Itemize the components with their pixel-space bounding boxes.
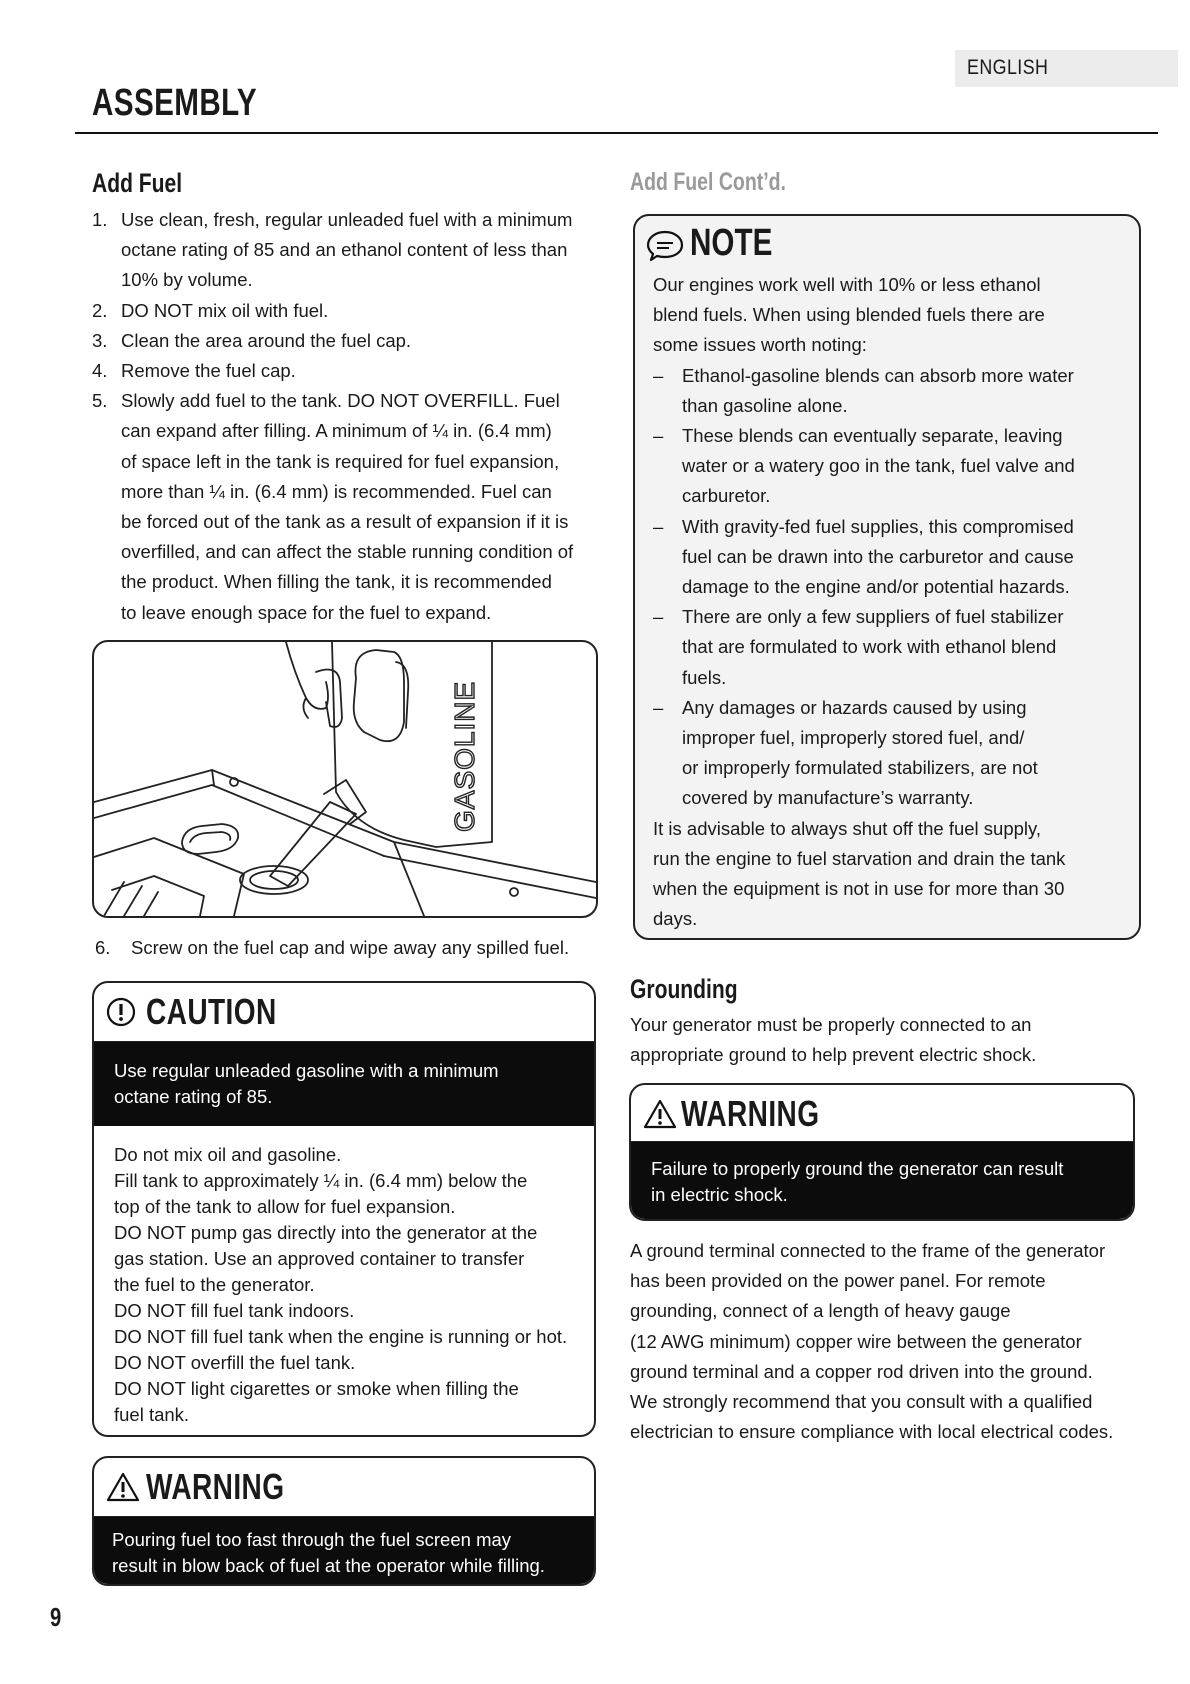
step-6	[95, 937, 569, 959]
step-number: 6.	[95, 937, 111, 958]
list-item	[90, 356, 600, 386]
step-line: octane rating of 85 and an ethanol content of less than	[121, 239, 568, 261]
note-line: improper fuel, improperly stored fuel, and/	[682, 727, 1025, 749]
step-number: 5.	[92, 390, 108, 412]
caution-highlight	[94, 1042, 594, 1126]
grounding-heading: Grounding	[630, 974, 738, 1004]
warning-triangle-icon	[106, 1472, 140, 1502]
list-item	[90, 386, 600, 628]
fuel-warning-line: Pouring fuel too fast through the fuel screen may	[112, 1529, 512, 1550]
exclamation-circle-icon	[106, 997, 136, 1027]
fuel-steps-list	[90, 205, 600, 628]
language-tab	[955, 50, 1178, 87]
note-line: With gravity-fed fuel supplies, this compromised	[682, 515, 1074, 537]
step-line: 10% by volume.	[121, 269, 253, 291]
step-line: be forced out of the tank as a result of expansion if it is	[121, 511, 569, 533]
grounding-body-line: (12 AWG minimum) copper wire between the generator	[630, 1330, 1082, 1352]
note-line: or improperly formulated stabilizers, are not	[682, 757, 1038, 779]
note-text	[653, 270, 1123, 934]
note-line: Ethanol-gasoline blends can absorb more water	[682, 364, 1074, 386]
note-line: These blends can eventually separate, leaving	[682, 425, 1063, 447]
gasoline-can-label: GASOLINE	[449, 680, 480, 832]
note-line: damage to the engine and/or potential hazards.	[682, 576, 1070, 598]
note-title: NOTE	[690, 222, 773, 264]
bullet-dash: –	[653, 606, 664, 628]
list-item	[653, 421, 1123, 512]
language-label: ENGLISH	[967, 56, 1049, 79]
warning-triangle-icon	[643, 1099, 677, 1129]
caution-box	[92, 981, 596, 1437]
step-number: 2.	[92, 299, 108, 321]
step-line: to leave enough space for the fuel to expand.	[121, 601, 492, 623]
grounding-warning-box	[629, 1083, 1135, 1221]
step-line: Clean the area around the fuel cap.	[121, 329, 412, 351]
step-6-text: Screw on the fuel cap and wipe away any spilled fuel.	[131, 937, 570, 958]
step-line: more than ¼ in. (6.4 mm) is recommended. Fuel can	[121, 480, 552, 502]
fuel-warning-header	[94, 1458, 594, 1517]
grounding-intro	[630, 1010, 1036, 1070]
grounding-warning-line: Failure to properly ground the generator can result	[651, 1158, 1064, 1179]
bullet-dash: –	[653, 696, 664, 718]
grounding-warning-title: WARNING	[681, 1093, 820, 1134]
step-number: 1.	[92, 209, 108, 230]
note-line: when the equipment is not in use for more than 30	[653, 878, 1065, 900]
grounding-intro-line: appropriate ground to help prevent electric shock.	[630, 1044, 1037, 1066]
note-line: days.	[653, 908, 698, 930]
note-line: It is advisable to always shut off the fuel supply,	[653, 817, 1042, 839]
caution-line: DO NOT pump gas directly into the generator at the	[114, 1222, 538, 1243]
note-line: carburetor.	[682, 485, 771, 507]
caution-line: gas station. Use an approved container to transfer	[114, 1248, 525, 1269]
fuel-warning-box	[92, 1456, 596, 1586]
caution-line: Do not mix oil and gasoline.	[114, 1144, 342, 1165]
step-number: 4.	[92, 360, 108, 382]
grounding-intro-line: Your generator must be properly connected to an	[630, 1014, 1032, 1035]
caution-line: top of the tank to allow for fuel expansion.	[114, 1196, 456, 1217]
note-box	[633, 214, 1141, 940]
note-line: Any damages or hazards caused by using	[682, 696, 1027, 718]
caution-line: DO NOT overfill the fuel tank.	[114, 1352, 356, 1373]
grounding-warning-text	[631, 1142, 1133, 1221]
speech-bubble-icon	[645, 228, 685, 264]
caution-line: DO NOT fill fuel tank indoors.	[114, 1300, 355, 1321]
fuel-pour-drawing	[94, 642, 596, 916]
header-rule	[75, 132, 1158, 134]
grounding-body-line: A ground terminal connected to the frame of the generator	[630, 1240, 1106, 1261]
caution-line: DO NOT fill fuel tank when the engine is running or hot.	[114, 1326, 568, 1347]
step-line: Use clean, fresh, regular unleaded fuel with a minimum	[121, 209, 573, 230]
list-item	[653, 602, 1123, 693]
fuel-warning-line: result in blow back of fuel at the operator while filling.	[112, 1555, 545, 1576]
note-line: than gasoline alone.	[682, 394, 848, 416]
fuel-filling-illustration	[92, 640, 598, 918]
grounding-warning-header	[631, 1085, 1133, 1142]
note-line: fuel can be drawn into the carburetor and cause	[682, 545, 1074, 567]
grounding-body	[630, 1236, 1113, 1447]
note-line: There are only a few suppliers of fuel stabilizer	[682, 606, 1064, 628]
bullet-dash: –	[653, 364, 664, 386]
fuel-warning-title: WARNING	[146, 1466, 285, 1507]
list-item	[90, 205, 600, 296]
note-line: that are formulated to work with ethanol blend	[682, 636, 1057, 658]
caution-line: fuel tank.	[114, 1404, 190, 1425]
list-item	[90, 296, 600, 326]
note-line: fuels.	[682, 666, 727, 688]
bullet-dash: –	[653, 515, 664, 537]
grounding-body-line: ground terminal and a copper rod driven into the ground.	[630, 1360, 1093, 1382]
list-item	[90, 326, 600, 356]
step-line: can expand after filling. A minimum of ¼ in. (6.4 mm)	[121, 420, 552, 442]
step-line: Remove the fuel cap.	[121, 360, 296, 382]
caution-line: the fuel to the generator.	[114, 1274, 315, 1295]
caution-highlight-line: octane rating of 85.	[114, 1086, 273, 1107]
add-fuel-heading: Add Fuel	[92, 168, 183, 198]
fuel-warning-text	[94, 1517, 594, 1586]
list-item	[653, 693, 1123, 814]
grounding-body-line: grounding, connect of a length of heavy gauge	[630, 1300, 1011, 1322]
grounding-body-line: electrician to ensure compliance with local electrical codes.	[630, 1421, 1114, 1443]
grounding-warning-line: in electric shock.	[651, 1184, 788, 1205]
grounding-body-line: We strongly recommend that you consult with a qualified	[630, 1391, 1093, 1413]
note-line: blend fuels. When using blended fuels there are	[653, 304, 1045, 326]
step-number: 3.	[92, 329, 108, 351]
list-item	[653, 512, 1123, 603]
page-number: 9	[50, 1602, 62, 1632]
step-line: Slowly add fuel to the tank. DO NOT OVERFILL. Fuel	[121, 390, 560, 412]
step-line: overfilled, and can affect the stable running condition of	[121, 541, 574, 563]
caution-line: DO NOT light cigarettes or smoke when filling the	[114, 1378, 519, 1399]
caution-header	[94, 983, 594, 1042]
list-item	[653, 361, 1123, 421]
page-title: ASSEMBLY	[92, 82, 258, 124]
caution-body	[94, 1126, 594, 1437]
add-fuel-contd-heading: Add Fuel Cont’d.	[630, 168, 786, 196]
bullet-dash: –	[653, 425, 664, 447]
note-line: run the engine to fuel starvation and drain the tank	[653, 847, 1066, 869]
caution-line: Fill tank to approximately ¼ in. (6.4 mm) below the	[114, 1170, 528, 1191]
note-line: some issues worth noting:	[653, 334, 867, 356]
step-line: DO NOT mix oil with fuel.	[121, 299, 329, 321]
note-line: Our engines work well with 10% or less ethanol	[653, 274, 1041, 295]
note-line: water or a watery goo in the tank, fuel valve and	[682, 455, 1075, 477]
step-line: the product. When filling the tank, it is recommended	[121, 571, 552, 593]
step-line: of space left in the tank is required for fuel expansion,	[121, 450, 560, 472]
caution-highlight-line: Use regular unleaded gasoline with a minimum	[114, 1060, 499, 1081]
note-line: covered by manufacture’s warranty.	[682, 787, 974, 809]
caution-title: CAUTION	[146, 991, 277, 1032]
grounding-body-line: has been provided on the power panel. For remote	[630, 1270, 1046, 1292]
